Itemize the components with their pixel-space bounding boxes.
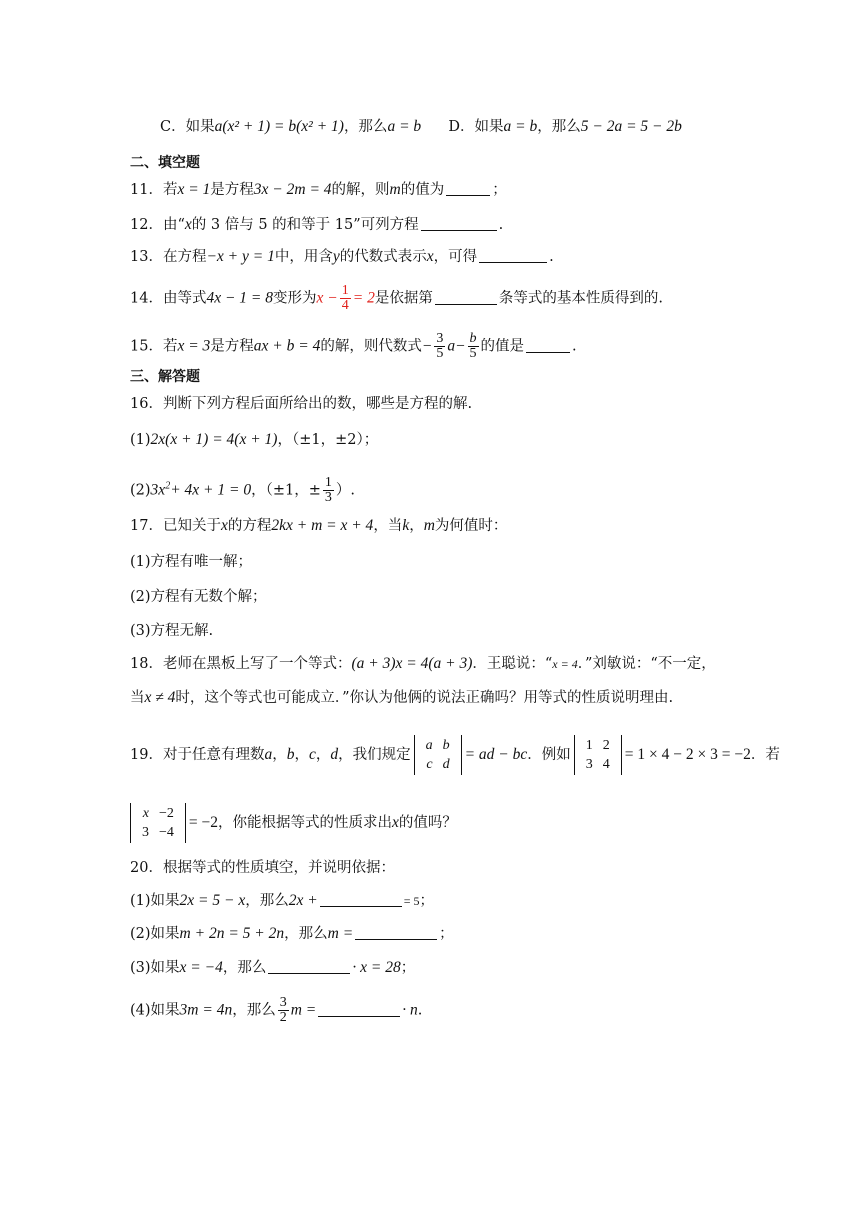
q16-part-2-label: (2) [130, 482, 151, 499]
q10-option-c-then: ，那么 [343, 119, 388, 135]
q17-text-3: ，当 [373, 518, 403, 534]
q13-text-2: 中，用含 [274, 249, 333, 265]
q10-option-d: D．如果 [448, 119, 504, 135]
q16-part-2-eq-b: + 4x + 1 = 0 [170, 481, 252, 499]
q15-text-3: 的解，则代数式 [320, 338, 422, 355]
q16-part-1-values: ，（±1，±2）； [277, 432, 379, 448]
q18-text-5: 时，这个等式也可能成立．”你认为他俩的说法正确吗？用等式的性质说明理由. [175, 690, 674, 706]
q15-var-a: a [447, 337, 456, 355]
q20-p2-eq: m + 2n = 5 + 2n [179, 925, 285, 942]
q19-example-result: = 1 × 4 − 2 × 3 = −2 [624, 746, 751, 763]
question-14 [130, 284, 663, 313]
q17-var-x: x [220, 517, 228, 534]
question-13 [130, 247, 554, 267]
question-20-title: 20．根据等式的性质填空，并说明依据： [130, 860, 395, 876]
q18-eq-1: (a + 3)x = 4(a + 3) [351, 655, 473, 672]
q17-text-1: 17．已知关于 [130, 518, 221, 534]
q10-option-c-result: a = b [387, 118, 422, 135]
det-cell: 3 [585, 757, 593, 772]
det-cell: x [142, 806, 149, 821]
q19-var-b: b [286, 746, 295, 763]
q20-p1-eq-2: 2x + [288, 892, 318, 909]
det-cell: 3 [142, 825, 149, 840]
section-title-fill-in: 二、填空题 [130, 155, 200, 171]
q10-options [160, 117, 682, 137]
q20-p4-text-2: ，那么 [232, 1002, 276, 1019]
question-20-part-2 [130, 924, 454, 944]
q10-option-d-result: 5 − 2a = 5 − 2b [580, 118, 682, 135]
q13-var-x: x [426, 248, 434, 265]
det-cell: a [425, 738, 433, 753]
q20-p3-text-1: (3)如果 [130, 960, 180, 976]
q15-fraction-1-num: 3 [436, 331, 444, 346]
q17-text-2: 的方程 [227, 518, 272, 534]
q20-p1-result: = 5 [403, 894, 420, 908]
q20-p3-eq: x = −4 [179, 959, 223, 976]
q19-var-d: d [330, 746, 339, 763]
q19-sep: ， [294, 747, 309, 763]
q12-end: . [498, 217, 504, 233]
q18-text-3: ．”刘敏说：“不一定， [577, 656, 716, 672]
q19-determinant-question [130, 803, 186, 843]
det-cell: c [426, 757, 433, 772]
q20-p4-fraction [278, 996, 289, 1025]
det-cell: −4 [159, 825, 174, 840]
question-19-line-2 [130, 803, 457, 843]
q17-comma: ， [409, 518, 424, 534]
q13-text-3: 的代数式表示 [339, 249, 427, 265]
q13-var-y: y [332, 248, 340, 265]
question-20-part-1 [130, 891, 434, 911]
question-19-line-1 [130, 735, 780, 775]
q18-text-2: ．王聪说：“ [472, 656, 553, 672]
question-17-sub-1: (1)方程有唯一解； [130, 554, 253, 570]
question-16-part-2 [130, 476, 355, 505]
question-11 [130, 180, 507, 200]
answer-blank[interactable] [318, 1002, 400, 1017]
q16-part-2-end: ）. [335, 482, 355, 499]
q15-fraction-2-num: b [469, 331, 477, 346]
q19-text-3: ．例如 [527, 747, 571, 763]
q15-fraction-2 [468, 332, 479, 361]
q20-p4-fraction-num: 3 [279, 995, 287, 1010]
q19-text-6: 的值吗？ [398, 815, 457, 831]
q15-neg: − [421, 337, 433, 355]
q20-p1-text-1: (1)如果 [130, 893, 180, 909]
q19-def-result: = ad − bc [464, 746, 528, 763]
q16-part-2-fraction [323, 476, 334, 505]
q14-red-fraction-num: 1 [341, 283, 349, 298]
det-cell: −2 [159, 806, 174, 821]
q20-p4-text-1: (4)如果 [130, 1002, 180, 1019]
q20-p4-result: · n [402, 1001, 418, 1019]
q17-var-m: m [423, 517, 435, 534]
q15-text-2: 是方程 [210, 338, 254, 355]
q14-red-fraction-den: 4 [341, 298, 349, 313]
section-title-answer: 三、解答题 [130, 369, 200, 385]
q13-text-1: 13．在方程 [130, 249, 207, 265]
q14-text-4: 条等式的基本性质得到的. [498, 290, 663, 307]
q10-option-d-then: ，那么 [537, 119, 581, 135]
question-17-sub-3: (3)方程无解. [130, 623, 214, 639]
q20-p3-result: · x = 28 [352, 959, 401, 976]
q19-sep: ， [272, 747, 287, 763]
question-17-sub-2: (2)方程有无数个解； [130, 589, 267, 605]
answer-blank[interactable] [526, 338, 570, 353]
question-17 [130, 516, 507, 536]
q13-text-4: ，可得 [433, 249, 478, 265]
det-cell: 1 [585, 738, 593, 753]
q19-sep: ， [315, 747, 331, 763]
q16-part-1-eq: 2x(x + 1) = 4(x + 1) [150, 431, 278, 448]
q19-text-4: ．若 [750, 747, 780, 763]
q19-text-1: 19．对于任意有理数 [130, 747, 265, 763]
q19-question-result: = −2 [188, 814, 219, 831]
q20-p2-text-2: ，那么 [284, 926, 328, 942]
q16-part-1-label: (1) [130, 432, 151, 448]
q11-text-3: 的解，则 [331, 182, 390, 198]
q19-determinant-definition [414, 735, 462, 775]
answer-blank[interactable] [435, 290, 497, 305]
q20-p2-eq-2: m = [327, 925, 354, 942]
q14-red-expr-2: = 2 [352, 289, 375, 307]
q15-text-4: 的值是 [480, 338, 525, 355]
q19-var-a: a [264, 746, 273, 763]
question-18-line-1 [130, 654, 716, 674]
answer-blank[interactable] [446, 181, 490, 196]
det-cell: b [442, 738, 450, 753]
det-cell: 2 [602, 738, 610, 753]
q20-p4-m: m = [290, 1001, 317, 1019]
q19-var-c: c [308, 746, 316, 763]
q12-text-1: 12．由“ [130, 217, 185, 233]
q14-text-2: 变形为 [273, 290, 317, 307]
q15-fraction-2-den: 5 [469, 346, 477, 361]
q17-var-k: k [402, 517, 410, 534]
q20-p2-end: ； [439, 926, 454, 942]
q12-text-2: 的 3 倍与 5 的和等于 15”可列方程 [191, 217, 419, 233]
answer-blank[interactable] [479, 248, 547, 263]
q10-option-d-equation: a = b [503, 118, 538, 135]
q15-eq-2: ax + b = 4 [253, 337, 321, 355]
q12-var: x [184, 216, 192, 233]
q11-var: m [389, 181, 401, 198]
q14-eq: 4x − 1 = 8 [206, 289, 274, 307]
q18-eq-3: x ≠ 4 [144, 689, 176, 706]
q13-end: . [549, 249, 554, 265]
q15-eq-1: x = 3 [177, 337, 211, 355]
q20-p4-eq: 3m = 4n [179, 1001, 233, 1019]
q20-p3-end: ； [400, 960, 416, 976]
q11-eq-1: x = 1 [177, 181, 211, 198]
q20-p2-text-1: (2)如果 [130, 926, 180, 942]
q14-red-expr-1: x − [316, 289, 338, 307]
q16-part-2-sup: 2 [165, 480, 171, 492]
q15-text-1: 15．若 [130, 338, 178, 355]
q17-text-4: 为何值时： [434, 518, 508, 534]
q20-p3-text-2: ，那么 [222, 960, 267, 976]
q19-text-5: ，你能根据等式的性质求出 [218, 815, 393, 831]
q10-option-c: C．如果 [160, 119, 215, 135]
q20-p1-text-2: ，那么 [245, 893, 289, 909]
answer-blank[interactable] [320, 892, 402, 907]
q18-eq-2: x = 4 [552, 657, 578, 671]
q15-fraction-1-den: 5 [436, 346, 444, 361]
q20-p1-eq: 2x = 5 − x [179, 892, 246, 909]
q20-p4-fraction-den: 2 [279, 1010, 287, 1025]
q14-text-3: 是依据第 [374, 290, 433, 307]
question-20-part-4 [130, 996, 422, 1025]
answer-blank[interactable] [355, 925, 437, 940]
q15-minus: − [455, 337, 466, 355]
q15-fraction-1 [434, 332, 445, 361]
question-12 [130, 215, 503, 235]
q19-text-2: ，我们规定 [338, 747, 411, 763]
q13-eq: −x + y = 1 [206, 248, 275, 265]
q16-part-2-fraction-den: 3 [324, 490, 332, 505]
q20-p4-end: . [417, 1002, 423, 1019]
det-cell: 4 [602, 757, 610, 772]
q19-var-x: x [392, 814, 399, 831]
question-20-part-3 [130, 958, 415, 978]
q11-text-1: 11．若 [130, 182, 178, 198]
det-cell: d [442, 757, 450, 772]
q16-part-2-fraction-num: 1 [324, 475, 332, 490]
answer-blank[interactable] [421, 216, 497, 231]
q15-end: . [572, 338, 577, 355]
q17-eq: 2kx + m = x + 4 [271, 517, 374, 534]
question-16-title: 16．判断下列方程后面所给出的数，哪些是方程的解. [130, 396, 473, 412]
q19-determinant-example [574, 735, 622, 775]
q14-text-1: 14．由等式 [130, 290, 207, 307]
question-15 [130, 332, 577, 361]
q16-part-2-eq-a: 3x [150, 481, 166, 499]
q18-text-4: 当 [130, 690, 145, 706]
q11-text-5: ； [492, 182, 507, 198]
q11-eq-2: 3x − 2m = 4 [253, 181, 332, 198]
q10-option-c-equation: a(x² + 1) = b(x² + 1) [214, 118, 344, 135]
question-16-part-1 [130, 430, 378, 450]
q20-p1-end: ； [419, 893, 434, 909]
question-18-line-2 [130, 688, 673, 708]
q11-text-4: 的值为 [400, 182, 445, 198]
q11-text-2: 是方程 [210, 182, 254, 198]
answer-blank[interactable] [268, 959, 350, 974]
q16-part-2-values: ，（±1，± [251, 482, 321, 499]
q18-text-1: 18．老师在黑板上写了一个等式： [130, 656, 352, 672]
q14-red-fraction [340, 284, 351, 313]
